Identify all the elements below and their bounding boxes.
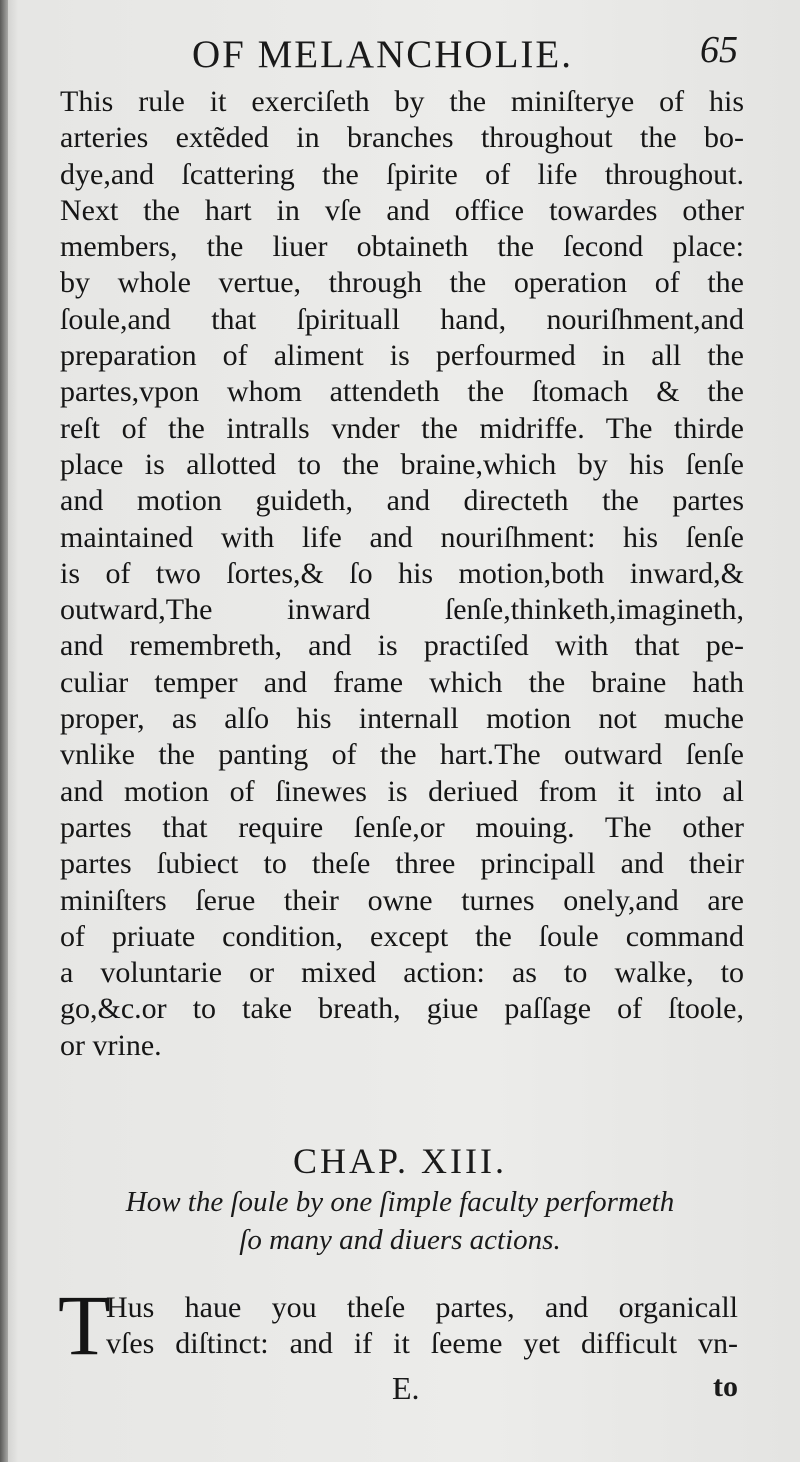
- paragraph-2: [106, 1290, 738, 1363]
- text-line: arteries extẽded in branches throughout the bo-: [60, 121, 744, 155]
- running-head: [0, 28, 800, 78]
- text-line: and motion of ſinewes is deriued from it into al: [60, 774, 744, 808]
- text-line: and motion guideth, and directeth the partes: [60, 484, 744, 518]
- text-line: of priuate condition, except the ſoule command: [60, 919, 744, 953]
- paragraph-1: [60, 84, 744, 1064]
- text-line: ſoule,and that ſpirituall hand, nouriſhment,and: [60, 302, 744, 336]
- text-line: or vrine.: [60, 1028, 162, 1062]
- text-line: This rule it exerciſeth by the miniſterye of his: [60, 85, 744, 118]
- text-line: vnlike the panting of the hart.The outward ſenſe: [60, 738, 744, 772]
- text-line: culiar temper and frame which the braine hath: [60, 665, 744, 699]
- chapter-subtitle-line-2: ſo many and diuers actions.: [239, 1224, 561, 1256]
- text-line: partes that require ſenſe,or mouing. The other: [60, 810, 744, 844]
- text-line: is of two ſortes,& ſo his motion,both inward,&: [60, 556, 744, 590]
- chapter-subtitle-line-1: How the ſoule by one ſimple faculty performeth: [125, 1186, 675, 1218]
- running-head-title: OF MELANCHOLIE.: [192, 33, 573, 76]
- page-number: 65: [700, 29, 738, 71]
- catchword: to: [713, 1370, 738, 1403]
- text-line: members, the liuer obtaineth the ſecond place:: [60, 230, 744, 264]
- text-line: Hus haue you theſe partes, and organicall: [106, 1291, 738, 1324]
- text-line: go,&c.or to take breath, giue paſſage of ſtoole,: [60, 992, 744, 1026]
- signature-mark: E.: [392, 1370, 420, 1406]
- text-line: vſes diſtinct: and if it ſeeme yet difficult vn-: [106, 1327, 738, 1361]
- text-line: dye,and ſcattering the ſpirite of life throughout.: [60, 157, 744, 191]
- text-line: and remembreth, and is practiſed with that pe-: [60, 629, 744, 663]
- text-line: place is allotted to the braine,which by his ſenſe: [60, 447, 744, 481]
- text-line: partes ſubiect to theſe three principall and their: [60, 847, 744, 881]
- text-line: by whole vertue, through the operation of the: [60, 266, 744, 300]
- text-line: outward,The inward ſenſe,thinketh,imagineth,: [60, 593, 744, 627]
- text-line: preparation of aliment is perfourmed in all the: [60, 339, 744, 373]
- chapter-heading: CHAP. XIII.: [292, 1141, 507, 1181]
- drop-cap: T: [58, 1277, 111, 1373]
- text-line: Next the hart in vſe and office towardes other: [60, 193, 744, 227]
- text-line: a voluntarie or mixed action: as to walke, to: [60, 956, 744, 990]
- text-line: partes,vpon whom attendeth the ſtomach & the: [60, 375, 744, 409]
- text-line: miniſters ſerue their owne turnes onely,and are: [60, 883, 744, 917]
- text-line: reſt of the intralls vnder the midriffe. The thirde: [60, 411, 744, 445]
- text-line: proper, as alſo his internall motion not muche: [60, 702, 744, 736]
- text-line: maintained with life and nouriſhment: his ſenſe: [60, 520, 744, 554]
